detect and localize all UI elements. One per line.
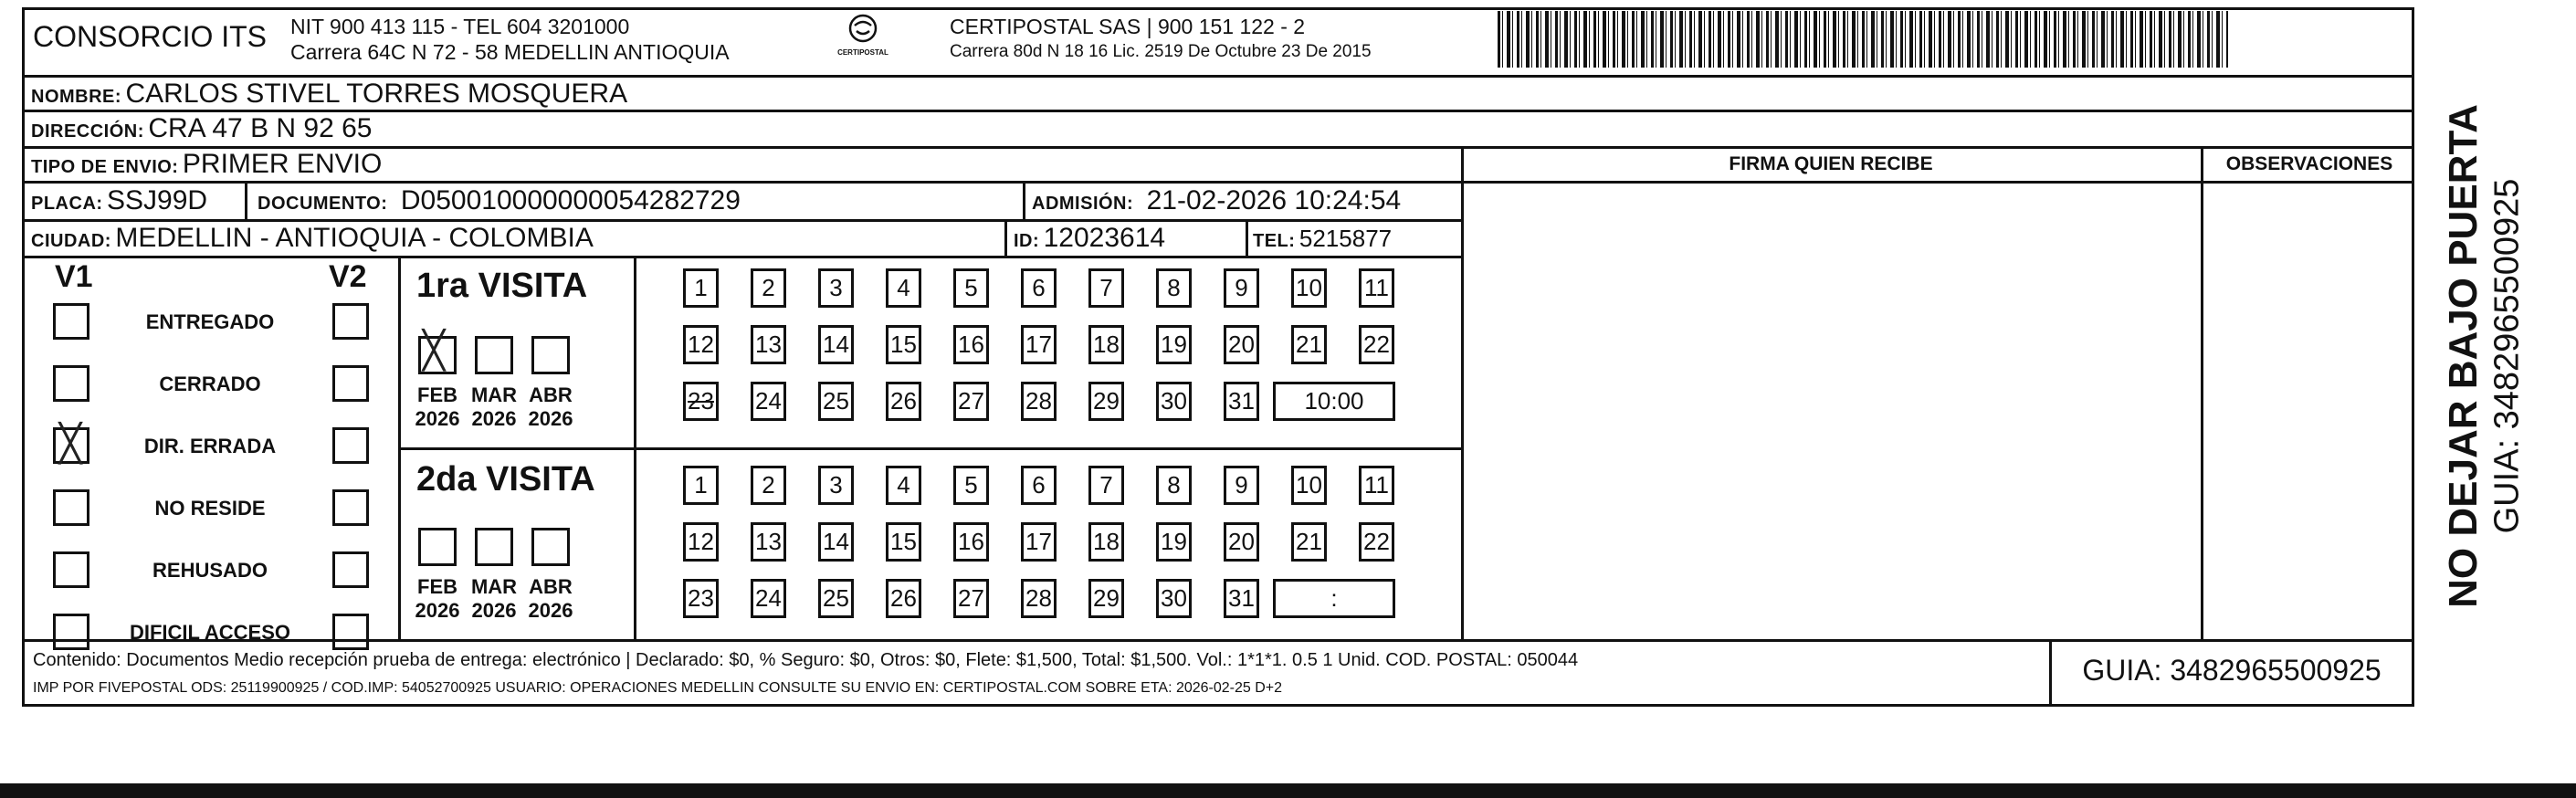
day-box[interactable]: 4 — [886, 466, 921, 505]
day-box[interactable]: 3 — [818, 268, 854, 308]
day-box[interactable]: 9 — [1224, 466, 1259, 505]
day-box[interactable]: 25 — [818, 579, 854, 618]
status-label: NO RESIDE — [154, 497, 266, 520]
status-label: DIFICIL ACCESO — [129, 621, 290, 644]
v2-checkbox[interactable] — [332, 427, 369, 464]
year-label: 2026 — [471, 599, 517, 622]
day-box[interactable]: 13 — [751, 325, 786, 364]
v2-checkbox[interactable] — [332, 303, 369, 340]
observaciones-header: OBSERVACIONES — [2225, 153, 2393, 174]
day-box[interactable]: 2 — [751, 466, 786, 505]
admision-value: 21-02-2026 10:24:54 — [1146, 185, 1402, 215]
nombre-label: NOMBRE: — [31, 87, 122, 107]
check-x-mark: ╳ — [423, 330, 446, 372]
day-box[interactable]: 16 — [953, 522, 989, 562]
day-box[interactable]: 30 — [1156, 579, 1192, 618]
day-box[interactable]: 22 — [1359, 522, 1394, 562]
day-box[interactable]: 23 — [683, 382, 719, 421]
placa-label: PLACA: — [31, 194, 103, 214]
placa-value: SSJ99D — [107, 185, 208, 215]
documento-value: D050010000000054282729 — [400, 185, 741, 215]
month-label: FEB — [417, 383, 457, 406]
month-label: ABR — [529, 575, 573, 598]
day-box[interactable]: 27 — [953, 579, 989, 618]
v2-checkbox[interactable] — [332, 551, 369, 588]
day-box[interactable]: 9 — [1224, 268, 1259, 308]
day-box[interactable]: 27 — [953, 382, 989, 421]
documento-label: DOCUMENTO: — [258, 194, 388, 214]
carrier-address: Carrera 80d N 18 16 Lic. 2519 De Octubre 23 De 2015 — [950, 42, 1372, 61]
first-visit-title: 1ra VISITA — [416, 267, 588, 305]
footer-line-1: Contenido: Documentos Medio recepción prueba de entrega: electrónico | Declarado: $0, % Seguro: $0, Otros: $0, Flete: $1,500, Total: $1,500. Vol.: 1*1*1. 0.5 1 Unid. COD. POSTAL: 050044 — [33, 650, 1579, 670]
time-box[interactable]: : — [1273, 579, 1395, 618]
day-box[interactable]: 1 — [683, 466, 719, 505]
v1-checkbox[interactable] — [53, 614, 89, 650]
day-box[interactable]: 21 — [1291, 325, 1327, 364]
carrier-line: CERTIPOSTAL SAS | 900 151 122 - 2 — [950, 15, 1306, 38]
day-box[interactable]: 11 — [1359, 268, 1394, 308]
day-box[interactable]: 20 — [1224, 522, 1259, 562]
month-caption — [524, 575, 577, 623]
month-checkbox[interactable] — [531, 528, 570, 566]
placa-row — [31, 185, 207, 216]
day-box[interactable]: 13 — [751, 522, 786, 562]
day-box[interactable]: 8 — [1156, 466, 1192, 505]
nombre-row — [31, 79, 627, 110]
check-x-mark: ╳ — [59, 423, 82, 465]
status-label: DIR. ERRADA — [143, 435, 277, 457]
day-box[interactable]: 12 — [683, 325, 719, 364]
day-box[interactable]: 2 — [751, 268, 786, 308]
side-text — [2420, 100, 2548, 612]
day-box[interactable]: 24 — [751, 579, 786, 618]
day-box[interactable]: 24 — [751, 382, 786, 421]
month-caption — [411, 575, 464, 623]
day-box[interactable]: 10 — [1291, 268, 1327, 308]
id-value: 12023614 — [1043, 223, 1166, 253]
no-dejar-text: NO DEJAR BAJO PUERTA — [2441, 104, 2486, 608]
day-box[interactable]: 29 — [1088, 382, 1124, 421]
v1-checkbox[interactable] — [53, 303, 89, 340]
v2-label: V2 — [329, 259, 367, 294]
day-box[interactable]: 26 — [886, 382, 921, 421]
day-box[interactable]: 28 — [1021, 579, 1057, 618]
v2-checkbox[interactable] — [332, 614, 369, 650]
status-label: REHUSADO — [152, 559, 268, 582]
year-label: 2026 — [415, 407, 460, 430]
month-caption — [411, 383, 464, 431]
footer-line-2: IMP POR FIVEPOSTAL ODS: 25119900925 / COD.IMP: 54052700925 USUARIO: OPERACIONES MEDELLIN CONSULTE SU ENVIO EN: CERTIPOSTAL.COM SOBRE ETA: 2026-02-25 D+2 — [33, 680, 1283, 696]
status-label: ENTREGADO — [145, 310, 275, 333]
day-box[interactable]: 21 — [1291, 522, 1327, 562]
day-box[interactable]: 1 — [683, 268, 719, 308]
day-box[interactable]: 14 — [818, 522, 854, 562]
month-label: ABR — [529, 383, 573, 406]
id-label: ID: — [1014, 231, 1040, 251]
tel-value: 5215877 — [1299, 225, 1393, 252]
firma-header: FIRMA QUIEN RECIBE — [1729, 153, 1933, 174]
day-box[interactable]: 3 — [818, 466, 854, 505]
nit-line: NIT 900 413 115 - TEL 604 3201000 — [290, 15, 630, 38]
month-checkbox[interactable] — [418, 330, 457, 374]
day-box[interactable]: 26 — [886, 579, 921, 618]
documento-row — [258, 185, 741, 216]
month-caption — [468, 575, 520, 623]
side-guia-text: GUIA: 3482965500925 — [2487, 178, 2527, 534]
day-box[interactable]: 12 — [683, 522, 719, 562]
tipo-row — [31, 149, 382, 180]
month-caption — [468, 383, 520, 431]
day-box[interactable]: 23 — [683, 579, 719, 618]
admision-row — [1032, 185, 1401, 216]
second-visit-title: 2da VISITA — [416, 460, 595, 499]
day-box[interactable]: 31 — [1224, 579, 1259, 618]
v1-checkbox[interactable] — [53, 423, 89, 465]
admision-label: ADMISIÓN: — [1032, 194, 1134, 214]
day-box[interactable]: 25 — [818, 382, 854, 421]
day-box[interactable]: 15 — [886, 325, 921, 364]
month-label: FEB — [417, 575, 457, 598]
v1-label: V1 — [55, 259, 93, 294]
day-box[interactable]: 5 — [953, 268, 989, 308]
tipo-value: PRIMER ENVIO — [182, 149, 383, 179]
month-caption — [524, 383, 577, 431]
day-box[interactable]: 19 — [1156, 522, 1192, 562]
ciudad-label: CIUDAD: — [31, 231, 111, 251]
day-box[interactable]: 18 — [1088, 522, 1124, 562]
day-box[interactable]: 28 — [1021, 382, 1057, 421]
day-box[interactable]: 16 — [953, 325, 989, 364]
day-box[interactable]: 7 — [1088, 466, 1124, 505]
day-box[interactable]: 5 — [953, 466, 989, 505]
year-label: 2026 — [415, 599, 460, 622]
direccion-label: DIRECCIÓN: — [31, 121, 144, 142]
time-box[interactable]: 10:00 — [1273, 382, 1395, 421]
year-label: 2026 — [471, 407, 517, 430]
id-row — [1014, 223, 1165, 254]
ciudad-row — [31, 223, 594, 254]
ciudad-value: MEDELLIN - ANTIOQUIA - COLOMBIA — [115, 223, 594, 253]
month-checkbox[interactable] — [475, 336, 513, 374]
direccion-value: CRA 47 B N 92 65 — [148, 113, 373, 143]
v2-checkbox[interactable] — [332, 489, 369, 526]
day-box[interactable]: 7 — [1088, 268, 1124, 308]
v1-checkbox[interactable] — [53, 365, 89, 402]
tel-row — [1253, 225, 1392, 253]
day-box[interactable]: 22 — [1359, 325, 1394, 364]
day-box[interactable]: 30 — [1156, 382, 1192, 421]
day-box[interactable]: 6 — [1021, 466, 1057, 505]
address-line: Carrera 64C N 72 - 58 MEDELLIN ANTIOQUIA — [290, 40, 730, 64]
tipo-label: TIPO DE ENVIO: — [31, 157, 179, 177]
month-checkbox[interactable] — [418, 528, 457, 566]
carrier-logo — [831, 13, 895, 58]
year-label: 2026 — [528, 407, 573, 430]
year-label: 2026 — [528, 599, 573, 622]
day-box[interactable]: 17 — [1021, 522, 1057, 562]
day-box[interactable]: 14 — [818, 325, 854, 364]
v2-checkbox[interactable] — [332, 365, 369, 402]
page-bottom-edge — [0, 783, 2576, 798]
day-box[interactable]: 11 — [1359, 466, 1394, 505]
day-box[interactable]: 10 — [1291, 466, 1327, 505]
month-label: MAR — [470, 383, 518, 406]
logo-text: CERTIPOSTAL — [837, 48, 888, 57]
guia-box: GUIA: 3482965500925 — [2082, 654, 2381, 687]
day-box[interactable]: 29 — [1088, 579, 1124, 618]
v1-checkbox[interactable] — [53, 489, 89, 526]
company-name: CONSORCIO ITS — [33, 20, 268, 53]
month-checkbox[interactable] — [475, 528, 513, 566]
barcode — [1498, 11, 2228, 68]
day-box[interactable]: 15 — [886, 522, 921, 562]
nombre-value: CARLOS STIVEL TORRES MOSQUERA — [125, 79, 628, 109]
day-box[interactable]: 8 — [1156, 268, 1192, 308]
direccion-row — [31, 113, 373, 144]
day-box[interactable]: 31 — [1224, 382, 1259, 421]
v1-checkbox[interactable] — [53, 551, 89, 588]
day-box[interactable]: 6 — [1021, 268, 1057, 308]
month-label: MAR — [470, 575, 518, 598]
day-box[interactable]: 19 — [1156, 325, 1192, 364]
status-label: CERRADO — [159, 373, 261, 395]
day-box[interactable]: 17 — [1021, 325, 1057, 364]
day-box[interactable]: 20 — [1224, 325, 1259, 364]
tel-label: TEL: — [1253, 231, 1296, 251]
day-box[interactable]: 4 — [886, 268, 921, 308]
day-box[interactable]: 18 — [1088, 325, 1124, 364]
month-checkbox[interactable] — [531, 336, 570, 374]
